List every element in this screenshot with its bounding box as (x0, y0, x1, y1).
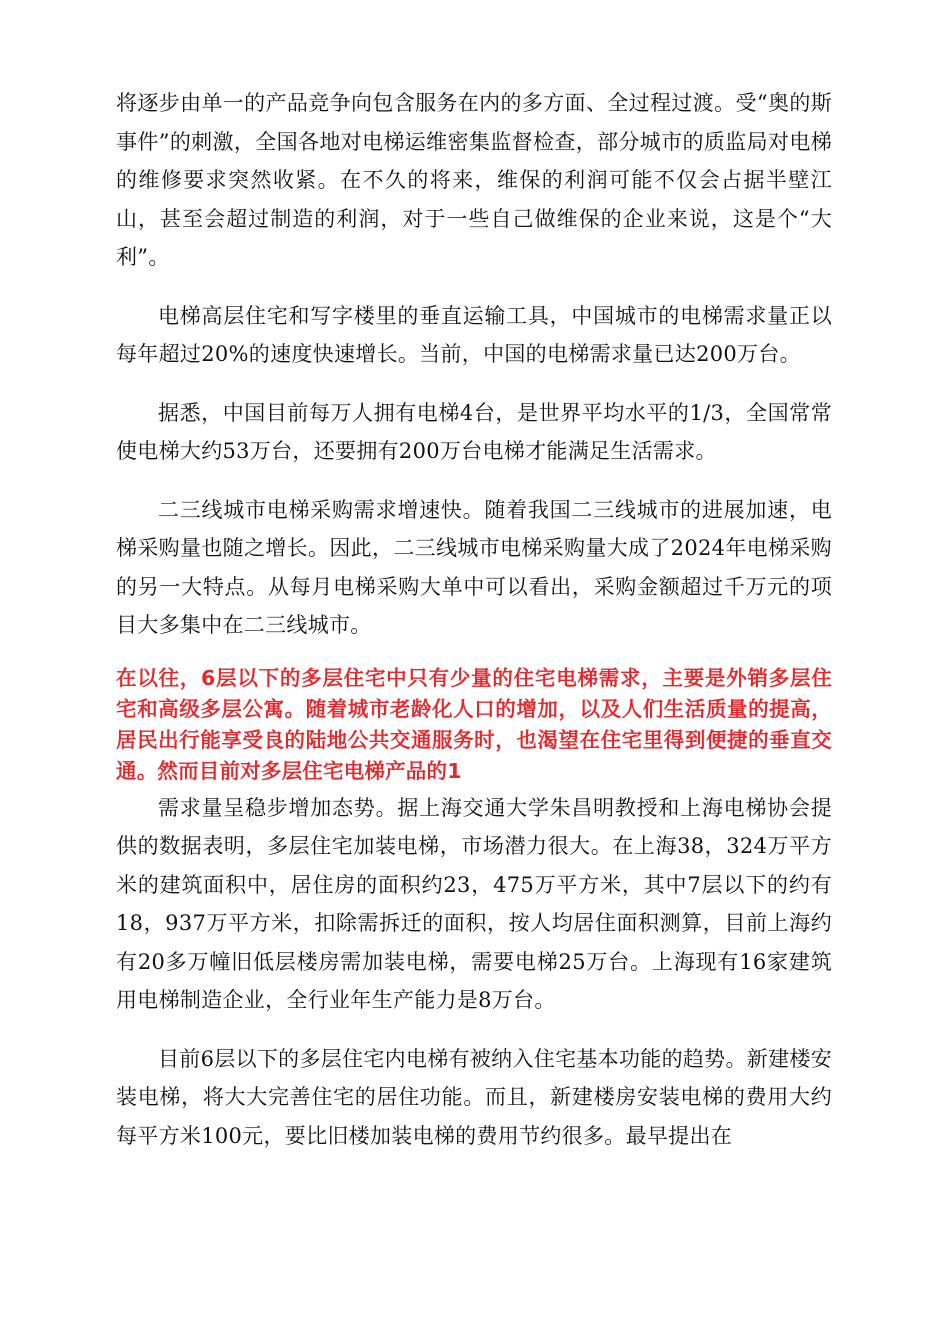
paragraph-new-building-elevators: 目前6层以下的多层住宅内电梯有被纳入住宅基本功能的趋势。新建楼安装电梯，将大大完善住宅的居住功能。而且，新建楼房安装电梯的费用大约每平方米100元，要比旧楼加装电梯的费用节约很多。最早提出在 (116, 1046, 832, 1148)
paragraph-elevators-per-capita: 据悉，中国目前每万人拥有电梯4台，是世界平均水平的1/3，全国常常使电梯大约53万台，还要拥有200万台电梯才能满足生活需求。 (116, 400, 832, 463)
highlighted-paragraph-multistory-housing: 在以往，6层以下的多层住宅中只有少量的住宅电梯需求，主要是外销多层住宅和高级多层公寓。随着城市老龄化人口的增加，以及人们生活质量的提高，居民出行能享受良的陆地公共交通服务时，也渴望在住宅里得到便捷的垂直交通。然而目前对多层住宅电梯产品的1 (116, 665, 832, 783)
paragraph-tier-two-three-cities: 二三线城市电梯采购需求增速快。随着我国二三线城市的进展加速，电梯采购量也随之增长。因此，二三线城市电梯采购量大成了2024年电梯采购的另一大特点。从每月电梯采购大单中可以看出，采购金额超过千万元的项目大多集中在二三线城市。 (116, 497, 832, 637)
paragraph-shanghai-retrofit-demand: 需求量呈稳步增加态势。据上海交通大学朱昌明教授和上海电梯协会提供的数据表明，多层住宅加装电梯，市场潜力很大。在上海38，324万平方米的建筑面积中，居住房的面积约23，475万平方米，其中7层以下的约有18，937万平方米，扣除需拆迁的面积，按人均居住面积测算，目前上海约有20多万幢旧低层楼房需加装电梯，需要电梯25万台。上海现有16家建筑用电梯制造企业，全行业年生产能力是8万台。 (116, 795, 832, 1012)
paragraph-elevator-demand-growth: 电梯高层住宅和写字楼里的垂直运输工具，中国城市的电梯需求量正以每年超过20%的速度快速增长。当前，中国的电梯需求量已达200万台。 (116, 303, 832, 366)
document-body (116, 84, 832, 1155)
paragraph-maintenance-profit: 将逐步由单一的产品竞争向包含服务在内的多方面、全过程过渡。受“奥的斯事件”的刺激，全国各地对电梯运维密集监督检查，部分城市的质监局对电梯的维修要求突然收紧。在不久的将来，维保的利润可能不仅会占据半壁江山，甚至会超过制造的利润，对于一些自己做维保的企业来说，这是个“大利”。 (116, 91, 832, 269)
